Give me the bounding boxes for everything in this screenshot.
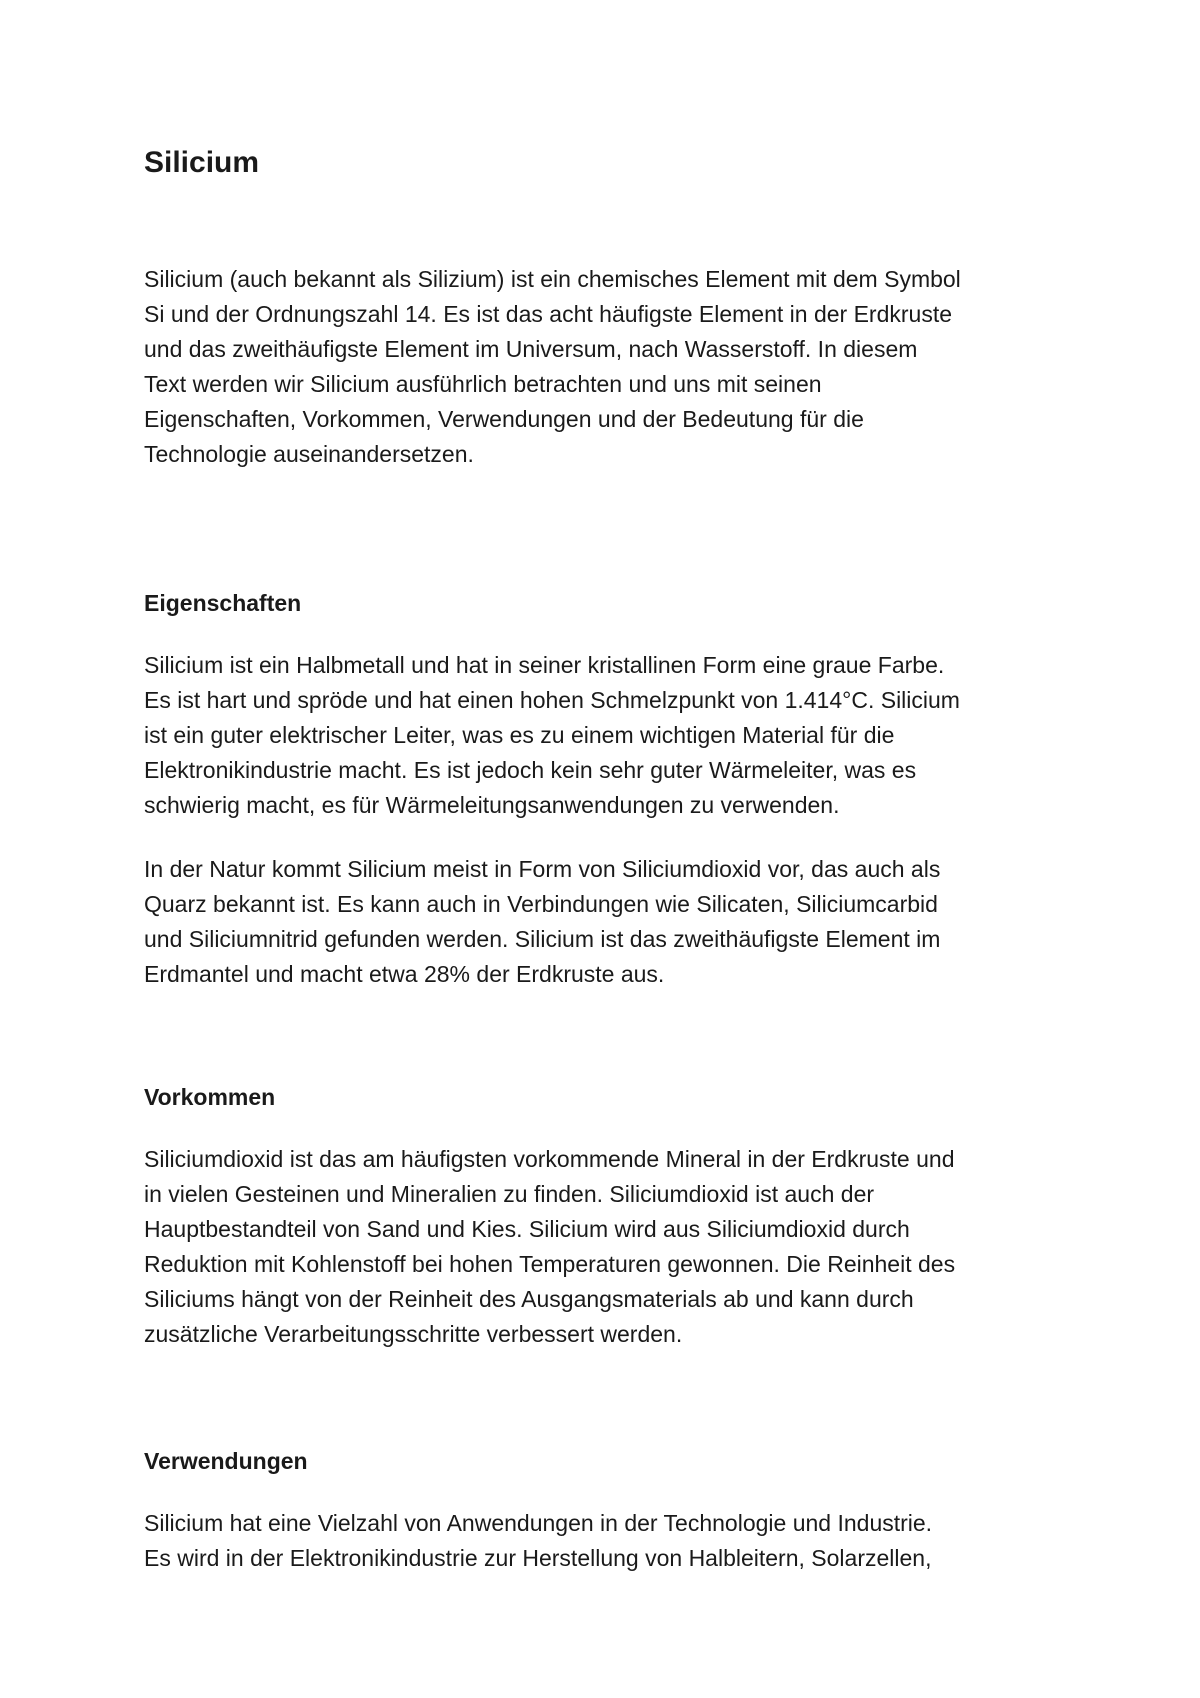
text-line: Siliciums hängt von der Reinheit des Ausgangsmaterials ab und kann durch <box>144 1286 914 1312</box>
section-heading-verwendungen: Verwendungen <box>144 1448 308 1474</box>
text-line: Silicium hat eine Vielzahl von Anwendungen in der Technologie und Industrie. <box>144 1510 933 1536</box>
text-line: Eigenschaften, Vorkommen, Verwendungen und der Bedeutung für die <box>144 406 864 432</box>
document-title: Silicium <box>144 146 260 179</box>
text-line: Elektronikindustrie macht. Es ist jedoch kein sehr guter Wärmeleiter, was es <box>144 757 917 783</box>
text-line: Technologie auseinandersetzen. <box>144 441 474 467</box>
text-line: Reduktion mit Kohlenstoff bei hohen Temperaturen gewonnen. Die Reinheit des <box>144 1251 956 1277</box>
text-line: schwierig macht, es für Wärmeleitungsanwendungen zu verwenden. <box>144 792 840 818</box>
vorkommen-paragraph-1 <box>144 1142 1074 1352</box>
text-line: und Siliciumnitrid gefunden werden. Silicium ist das zweithäufigste Element im <box>144 926 941 952</box>
text-line: zusätzliche Verarbeitungsschritte verbessert werden. <box>144 1321 683 1347</box>
intro-paragraph <box>144 262 1074 472</box>
section-heading-eigenschaften: Eigenschaften <box>144 590 302 616</box>
text-line: Si und der Ordnungszahl 14. Es ist das acht häufigste Element in der Erdkruste <box>144 301 952 327</box>
verwendungen-paragraph-1 <box>144 1506 1074 1576</box>
text-line: Silicium (auch bekannt als Silizium) ist ein chemisches Element mit dem Symbol <box>144 266 961 292</box>
section-heading-vorkommen: Vorkommen <box>144 1084 276 1110</box>
text-line: und das zweithäufigste Element im Universum, nach Wasserstoff. In diesem <box>144 336 918 362</box>
text-line: Es ist hart und spröde und hat einen hohen Schmelzpunkt von 1.414°C. Silicium <box>144 687 960 713</box>
eigenschaften-paragraph-1 <box>144 648 1074 823</box>
text-line: In der Natur kommt Silicium meist in Form von Siliciumdioxid vor, das auch als <box>144 856 941 882</box>
text-line: Siliciumdioxid ist das am häufigsten vorkommende Mineral in der Erdkruste und <box>144 1146 955 1172</box>
text-line: in vielen Gesteinen und Mineralien zu finden. Siliciumdioxid ist auch der <box>144 1181 875 1207</box>
text-line: ist ein guter elektrischer Leiter, was es zu einem wichtigen Material für die <box>144 722 895 748</box>
text-line: Es wird in der Elektronikindustrie zur Herstellung von Halbleitern, Solarzellen, <box>144 1545 932 1571</box>
text-line: Quarz bekannt ist. Es kann auch in Verbindungen wie Silicaten, Siliciumcarbid <box>144 891 938 917</box>
text-line: Erdmantel und macht etwa 28% der Erdkruste aus. <box>144 961 665 987</box>
text-line: Text werden wir Silicium ausführlich betrachten und uns mit seinen <box>144 371 822 397</box>
eigenschaften-paragraph-2 <box>144 852 1074 992</box>
text-line: Silicium ist ein Halbmetall und hat in seiner kristallinen Form eine graue Farbe. <box>144 652 945 678</box>
text-line: Hauptbestandteil von Sand und Kies. Silicium wird aus Siliciumdioxid durch <box>144 1216 910 1242</box>
